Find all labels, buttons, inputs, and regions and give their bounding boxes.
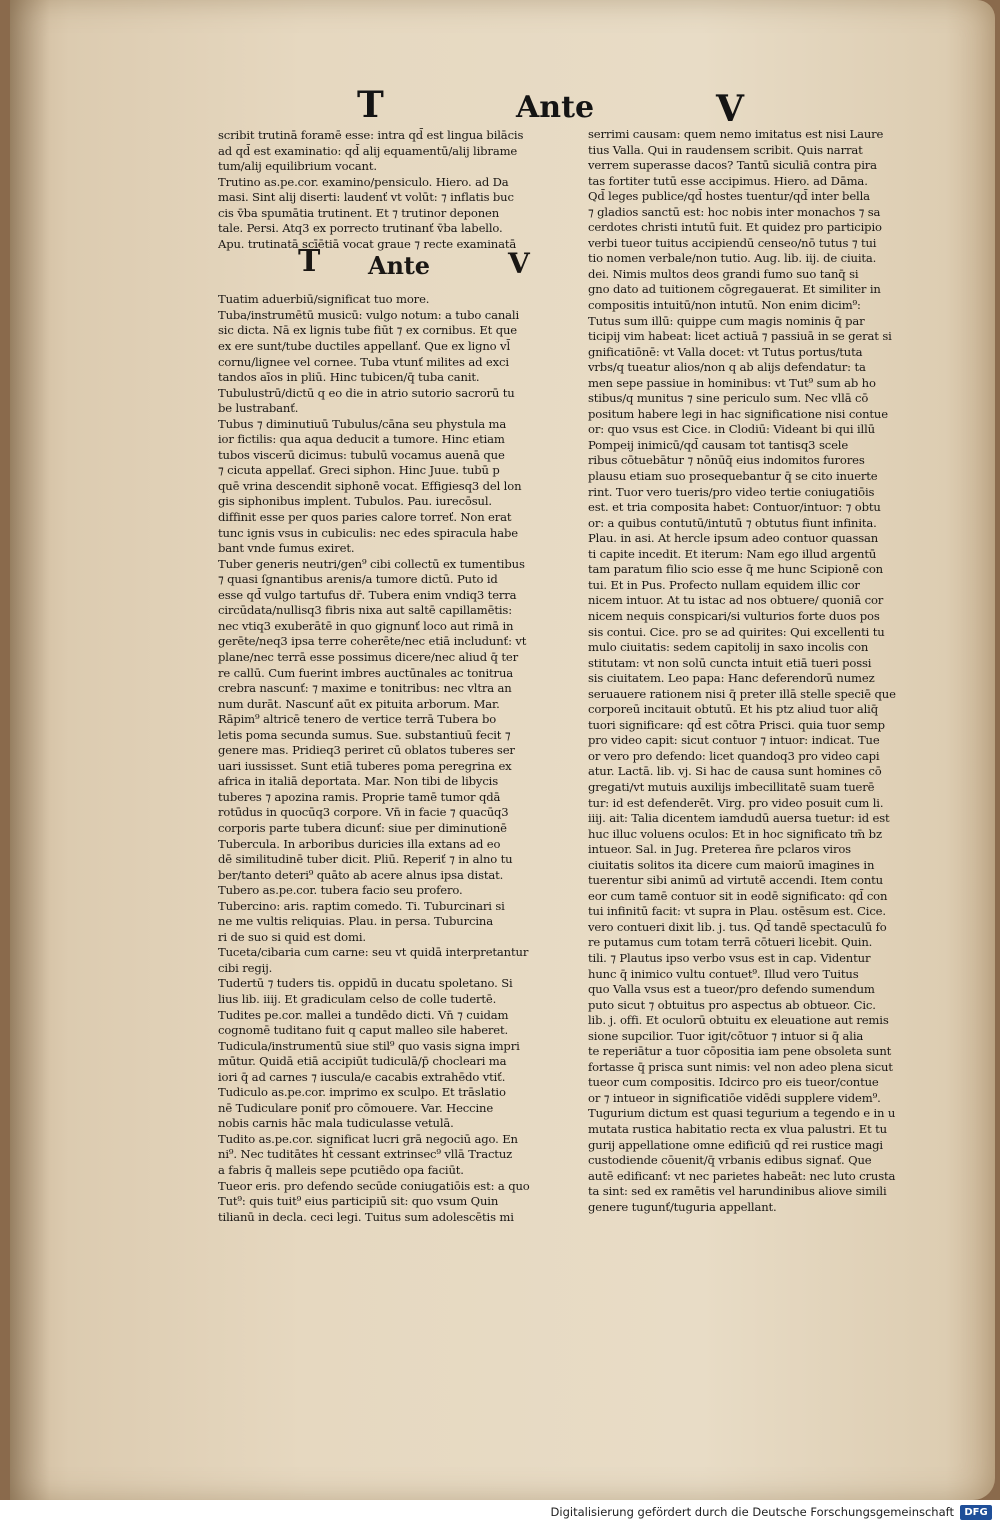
text-line: pro video capit: sicut contuor ⁊ intuor: indicat. Tue	[588, 733, 880, 748]
text-line: sic dicta. Nā ex lignis tube fiūt ⁊ ex cornibus. Et que	[218, 323, 518, 338]
text-line: Tubulustrū/dictū q eo die in atrio sutorio sacrorū tu	[218, 385, 515, 400]
text-line: tui infinitū facit: vt supra in Plau. ostēsum est. Cice.	[588, 904, 886, 919]
text-line: stitutam: vt non solū cuncta intuit etiā tueri possi	[588, 655, 872, 670]
text-line: ti capite incedit. Et iterum: Nam ego illud argentū	[588, 546, 877, 561]
text-line: or: quo vsus est Cice. in Clodiū: Videant bi qui illū	[588, 422, 875, 437]
text-line: Tubercula. In arboribus duricies illa extans ad eo	[218, 836, 501, 851]
text-line: positum habere legi in hac significatione nisi contue	[588, 406, 888, 421]
text-line: ex ere sunt/tube ductiles appellanť. Que ex ligno vl̄	[218, 339, 511, 354]
text-line: esse qd̄ vulgo tartufus dr̄. Tubera enim vndiq3 terra	[218, 587, 517, 602]
text-line: quē vrina descendit siphonē vocat. Effigiesq3 del lon	[218, 478, 522, 493]
right-column	[588, 127, 940, 1215]
text-line: a fabris q̄ malleis sepe pcutiēdo opa faciūt.	[218, 1163, 464, 1177]
text-line: be lustrabanť.	[218, 401, 299, 416]
text-line: tas fortiter tutū esse accipimus. Hiero. ad Dāma.	[588, 173, 868, 188]
text-line: compositis intuitū/non intutū. Non enim dicim⁹:	[588, 298, 861, 313]
text-line: puto sicut ⁊ obtuitus pro aspectus ab obtueor. Cic.	[588, 997, 876, 1012]
text-line: nicem nequis conspicari/si vulturios forte duos pos	[588, 608, 880, 623]
text-line: tum/alij equilibrium vocant.	[218, 159, 377, 174]
text-line: ne me vultis reliquias. Plau. in persa. Tuburcina	[218, 914, 493, 929]
text-line: tui. Et in Pus. Profecto nullam equidem illic cor	[588, 577, 860, 592]
text-line: Tutus sum illū: quippe cum magis nominis q̄ par	[588, 313, 865, 328]
left-column-top-text	[218, 128, 568, 252]
text-line: Tuatim aduerbiū/significat tuo more.	[218, 292, 430, 307]
text-line: masi. Sint alij diserti: laudenť vt volūt: ⁊ inflatis buc	[218, 190, 514, 205]
text-line: Tut⁹: quis tuit⁹ eius participiū sit: quo vsum Quin	[218, 1194, 499, 1209]
text-line: tale. Persi. Atq3 ex porrecto trutinanť v̄ba labello.	[218, 221, 503, 236]
text-line: diffinit esse per quos paries calore torreť. Non erat	[218, 510, 512, 525]
text-line: gerēte/neq3 ipsa terre coherēte/nec etiā includunť: vt	[218, 634, 527, 649]
text-line: ber/tanto deteri⁹ quāto ab acere alnus ipsa distat.	[218, 867, 504, 882]
text-line: est. et tria composita habet: Contuor/intuor: ⁊ obtu	[588, 500, 881, 515]
text-line: Tudito as.pe.cor. significat lucri grā negociū ago. En	[218, 1131, 518, 1146]
text-line: ri de suo si quid est domi.	[218, 929, 366, 944]
text-line: ciuitatis solitos ita dicere cum maiorū imagines in	[588, 857, 875, 872]
text-line: autē edificanť: vt nec parietes habeāt: nec luto crusta	[588, 1168, 896, 1183]
text-line: dei. Nimis multos deos grandi fumo suo tanq̄ si	[588, 266, 859, 281]
text-line: cibi regij.	[218, 960, 273, 975]
text-line: Trutino as.pe.cor. examino/pensiculo. Hiero. ad Da	[218, 174, 509, 189]
text-line: mūtur. Quidā etiā accipiūt tudiculā/p̄ chocleari ma	[218, 1054, 507, 1069]
subheader-right-letter: V	[508, 247, 530, 281]
text-line: ⁊ gladios sanctū est: hoc nobis inter monachos ⁊ sa	[588, 204, 881, 219]
text-line: circūdata/nullisq3 fibris nixa aut saltē capillamētis:	[218, 603, 512, 618]
text-line: huc illuc voluens oculos: Et in hoc significato tm̄ bz	[588, 826, 882, 841]
text-line: lib. j. offi. Et oculorū obtuitu ex eleuatione aut remis	[588, 1013, 889, 1028]
text-line: Rāpim⁹ altricē tenero de vertice terrā Tubera bo	[218, 712, 497, 727]
text-line: Tudertū ⁊ tuders tis. oppidū in ducatu spoletano. Si	[218, 976, 513, 991]
text-line: sis contui. Cice. pro se ad quirites: Qui excellenti tu	[588, 624, 885, 639]
text-line: Apu. trutinatā scīētiā vocat graue ⁊ recte examinatā	[218, 236, 517, 251]
text-line: uari iussisset. Sunt etiā tuberes poma peregrina ex	[218, 758, 512, 773]
text-line: fortasse q̄ prisca sunt nimis: vel non adeo plena sicut	[588, 1059, 893, 1074]
text-line: num durāt. Nascunť aūt ex pituita arborum. Mar.	[218, 696, 500, 711]
header-word: Ante	[516, 90, 595, 125]
text-line: tuerentur sibi animū ad virtutē accendi. Item contu	[588, 873, 883, 888]
text-line: or ⁊ intueor in significatiōe vidēdi supplere videm⁹.	[588, 1090, 881, 1105]
text-line: Tudites pe.cor. mallei a tundēdo dicti. Vn̄ ⁊ cuidam	[218, 1007, 509, 1022]
digitization-footer	[0, 1500, 1000, 1526]
text-line: gis siphonibus implent. Tubulos. Pau. iurecōsul.	[218, 494, 492, 509]
text-line: custodiende cōuenit/q̄ vrbanis edibus signať. Que	[588, 1153, 872, 1168]
text-line: genere tugunť/tuguria appellant.	[588, 1199, 777, 1214]
text-line: nobis carnis hāc mala tudiculasse vetulā.	[218, 1116, 454, 1131]
text-line: te reperiātur a tuor cōpositia iam pene obsoleta sunt	[588, 1044, 892, 1059]
text-line: hunc q̄ inimico vultu contuet⁹. Illud vero Tuitus	[588, 966, 859, 981]
text-line: nē Tudiculare poniť pro cōmouere. Var. Heccine	[218, 1100, 494, 1115]
footer-credit: Digitalisierung gefördert durch die Deutsche Forschungsgemeinschaft	[550, 1505, 954, 1519]
text-line: tilianū in decla. ceci legi. Tuitus sum adolescētis mi	[218, 1209, 514, 1224]
text-line: tuberes ⁊ apozina ramis. Proprie tamē tumor qdā	[218, 789, 501, 804]
text-line: Tubercino: aris. raptim comedo. Ti. Tuburcinari si	[218, 898, 505, 913]
text-line: ⁊ quasi ſgnantibus arenis/a tumore dictū. Puto id	[218, 572, 498, 587]
text-line: intueor. Sal. in Jug. Preterea n̄re pclaros viros	[588, 842, 851, 857]
dfg-logo: DFG	[960, 1505, 992, 1520]
text-line: Plau. in asi. At hercle ipsum adeo contuor quassan	[588, 531, 879, 546]
text-line: rotūdus in quocūq3 corpore. Vn̄ in facie ⁊ quacūq3	[218, 805, 509, 820]
header-left-letter: T	[357, 84, 384, 126]
text-line: re putamus cum totam terrā cōtueri licebit. Quin.	[588, 935, 873, 950]
text-line: men sepe passiue in hominibus: vt Tut⁹ sum ab ho	[588, 375, 876, 390]
text-line: Tugurium dictum est quasi tegurium a tegendo e in u	[588, 1106, 896, 1121]
text-line: vero contueri dixit lib. j. tus. Qd̄ tandē spectaculū fo	[588, 919, 887, 934]
text-line: bant vnde fumus exiret.	[218, 541, 355, 556]
text-line: plane/nec terrā esse possimus dicere/nec aliud q̄ ter	[218, 649, 518, 664]
text-line: Tubero as.pe.cor. tubera facio seu profero.	[218, 883, 463, 898]
text-line: tandos aīos in pliū. Hinc tubicen/q̄ tuba canit.	[218, 370, 480, 385]
text-line: cis v̄ba spumātia trutinent. Et ⁊ trutinor deponen	[218, 205, 500, 220]
text-line: Tubus ⁊ diminutiuū Tubulus/cāna seu phystula ma	[218, 416, 507, 431]
text-line: nec vtiq3 exuberātē in quo gignunť loco aut rimā in	[218, 618, 514, 633]
text-line: or: a quibus contutū/intutū ⁊ obtutus fiunt infinita.	[588, 515, 877, 530]
text-line: dē similitudinē tuber dicit. Pliū. Reperiť ⁊ in alno tu	[218, 852, 513, 867]
text-line: cornu/lignee vel cornee. Tuba vtunť milites ad exci	[218, 354, 509, 369]
text-line: Qd̄ leges publice/qd̄ hostes tuentur/qd̄ inter bella	[588, 189, 870, 204]
text-line: corporis parte tubera dicunť: siue per diminutionē	[218, 820, 507, 835]
text-line: vrbs/q tueatur alios/non q ab alijs defendatur: ta	[588, 360, 866, 375]
text-line: gno dato ad tuitionem cōgregauerat. Et similiter in	[588, 282, 881, 297]
text-line: gurij appellatione omne edificiū qd̄ rei rustice magi	[588, 1137, 883, 1152]
text-line: verrem superasse dacos? Tantū siculiā contra pira	[588, 158, 877, 173]
text-line: letis poma secunda sumus. Sue. substantiuū fecit ⁊	[218, 727, 511, 742]
text-line: plausu etiam suo prosequebantur q̄ se cito inuerte	[588, 469, 878, 484]
text-line: Tudiculo as.pe.cor. imprimo ex sculpo. Et trāslatio	[218, 1085, 506, 1100]
text-line: atur. Lactā. lib. vj. Si hac de causa sunt homines cō	[588, 764, 882, 779]
text-line: Tuber generis neutri/gen⁹ cibi collectū ex tumentibus	[218, 556, 525, 571]
text-line: ribus cōtuebātur ⁊ nōnūq̄ eius indomitos furores	[588, 453, 865, 468]
text-line: tio nomen verbale/non tutio. Aug. lib. iij. de ciuita.	[588, 251, 877, 266]
right-column-text	[588, 127, 940, 1215]
text-line: iiij. ait: Talia dicentem iamdudū auersa tuetur: id est	[588, 811, 890, 826]
text-line: sione supcilior. Tuor igit/cōtuor ⁊ intuor si q̄ alia	[588, 1028, 864, 1043]
text-line: tili. ⁊ Plautus ipso verbo vsus est in cap. Videntur	[588, 950, 871, 965]
text-line: corporeū incitauit obtutū. Et his ptz aliud tuor aliq̄	[588, 702, 878, 717]
text-line: lius lib. iiij. Et gradiculam celso de colle tudertē.	[218, 991, 497, 1006]
text-line: seruauere rationem nisi q̄ preter illā stelle speciē que	[588, 686, 896, 701]
text-line: africa in italiā deportata. Mar. Non tibi de libycis	[218, 774, 499, 789]
text-line: gnificatiōnē: vt Valla docet: vt Tutus portus/tuta	[588, 344, 863, 359]
subheader-left-letter: T	[298, 244, 321, 280]
text-line: Tuba/instrumētū musicū: vulgo notum: a tubo canali	[218, 307, 520, 322]
left-column	[218, 128, 568, 1225]
text-line: tuori significare: qd̄ est cōtra Prisci. quia tuor semp	[588, 717, 885, 732]
text-line: Pompeij inimicū/qd̄ causam tot tantisq3 scele	[588, 437, 849, 452]
text-line: tueor cum compositis. Idcirco pro eis tueor/contue	[588, 1075, 879, 1090]
text-line: ni⁹. Nec tuditātes ht̄ cessant extrinsec⁹ vllā Tractuz	[218, 1147, 513, 1162]
text-line: mutata rustica habitatio recta ex vlua palustri. Et tu	[588, 1122, 887, 1136]
text-line: Tuceta/cibaria cum carne: seu vt quidā interpretantur	[218, 945, 529, 960]
text-line: ior fictilis: qua aqua deducit a tumore. Hinc etiam	[218, 432, 505, 447]
text-line: cerdotes christi intutū fuit. Et quidez pro participio	[588, 220, 882, 235]
text-line: ticipij vim habeat: licet actiuā ⁊ passiuā in se gerat si	[588, 329, 892, 344]
text-line: mulo ciuitatis: sedem capitolij in saxo incolis con	[588, 640, 869, 655]
text-line: iori q̄ ad carnes ⁊ iuscula/e cacabis extrahēdo vtiť.	[218, 1069, 506, 1084]
text-line: scribit trutinā foramē esse: intra qd̄ est lingua bilācis	[218, 128, 524, 142]
text-line: crebra nascunť: ⁊ maxime e tonitribus: nec vltra an	[218, 681, 512, 696]
text-line: ad qd̄ est examinatio: qd̄ alij equamentū/alij librame	[218, 143, 518, 158]
text-line: ta sint: sed ex ramētis vel harundinibus aliove simili	[588, 1184, 887, 1199]
text-line: quo Valla vsus est a tueor/pro defendo sumendum	[588, 982, 875, 997]
text-line: tur: id est defenderēt. Virg. pro video posuit cum li.	[588, 795, 884, 810]
text-line: serrimi causam: quem nemo imitatus est nisi Laure	[588, 127, 884, 141]
text-line: tubos viscerū dicimus: tubulū vocamus auenā que	[218, 447, 505, 462]
text-line: gregati/vt mutuis auxilijs imbecillitatē suam tuerē	[588, 779, 875, 794]
text-line: tunc ignis vsus in cubiculis: nec edes spiracula habe	[218, 525, 518, 540]
text-line: eor cum tamē contuor sit in eodē significato: qd̄ con	[588, 888, 888, 903]
text-line: ⁊ cicuta appellať. Greci siphon. Hinc Juue. tubū p	[218, 463, 500, 478]
text-line: genere mas. Pridieq3 periret cū oblatos tuberes ser	[218, 743, 515, 758]
text-line: Tudicula/instrumentū siue stil⁹ quo vasis signa impri	[218, 1038, 520, 1053]
text-line: re callū. Cum fuerint imbres auctūnales ac tonitrua	[218, 665, 514, 680]
text-line: stibus/q munitus ⁊ sine periculo sum. Nec vllā cō	[588, 391, 869, 406]
header-right-letter: V	[716, 88, 744, 130]
section-subheader	[218, 244, 568, 290]
text-line: Tueor eris. pro defendo secūde coniugatiōis est: a quo	[218, 1178, 530, 1193]
text-line: verbi tueor tuitus accipiendū censeo/nō tutus ⁊ tui	[588, 235, 877, 250]
text-line: or vero pro defendo: licet quandoq3 pro video capi	[588, 748, 880, 763]
subheader-word: Ante	[368, 251, 430, 281]
left-column-main-text	[218, 292, 568, 1225]
text-line: rint. Tuor vero tueris/pro video tertie coniugatiōis	[588, 484, 875, 499]
text-line: tam paratum filio scio esse q̄ me hunc Scipionē con	[588, 562, 883, 577]
text-line: tius Valla. Qui in raudensem scribit. Quis narrat	[588, 142, 863, 157]
text-line: nicem intuor. At tu istac ad nos obtuere/ quoniā cor	[588, 593, 884, 608]
text-line: cognomē tuditano fuit q caput malleo sile haberet.	[218, 1023, 509, 1038]
text-line: sis ciuitatem. Leo papa: Hanc deferendorū numez	[588, 671, 875, 686]
